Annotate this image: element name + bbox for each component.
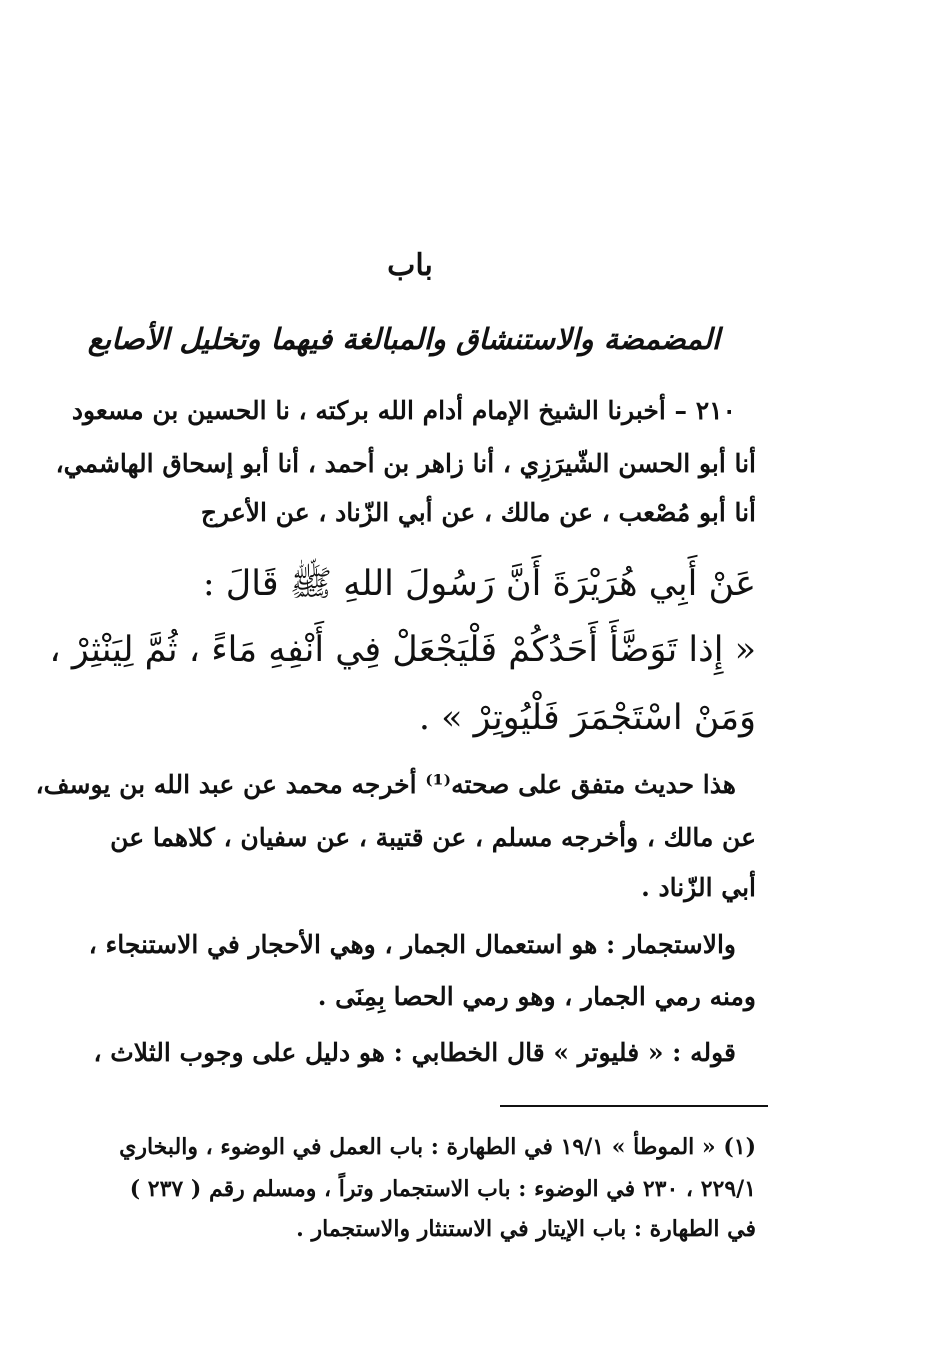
footnote-line-3: في الطهارة : باب الإيتار في الاستنثار والاستجمار . bbox=[296, 1216, 756, 1242]
commentary-line-4: والاستجمار : هو استعمال الجمار ، وهي الأحجار في الاستنجاء ، bbox=[88, 930, 736, 959]
hadith-line-3: وَمَنْ اسْتَجْمَرَ فَلْيُوتِرْ » . bbox=[418, 698, 756, 738]
chapter-heading: باب bbox=[387, 248, 433, 283]
chapter-title: المضمضة والاستنشاق والمبالغة فيهما وتخليل الأصابع bbox=[87, 322, 720, 356]
commentary-line-3: أبي الزّناد . bbox=[641, 873, 756, 902]
commentary-line-2: عن مالك ، وأخرجه مسلم ، عن قتيبة ، عن سفيان ، كلاهما عن bbox=[110, 823, 756, 852]
footnote-line-2: ٢٢٩/١ ، ٢٣٠ في الوضوء : باب الاستجمار وتراً ، ومسلم رقم ( ٢٣٧ ) bbox=[129, 1176, 756, 1202]
isnad-line-3: أنا أبو مُصْعب ، عن مالك ، عن أبي الزّناد ، عن الأعرج bbox=[200, 498, 756, 527]
hadith-line-1: عَنْ أَبِي هُرَيْرَةَ أَنَّ رَسُولَ اللهِ ﷺ قَالَ : bbox=[202, 564, 756, 604]
isnad-line-1: ٢١٠ – أخبرنا الشيخ الإمام أدام الله بركته ، نا الحسين بن مسعود bbox=[71, 396, 736, 425]
commentary-line-6: قوله : « فليوتر » قال الخطابي : هو دليل على وجوب الثلاث ، bbox=[93, 1038, 736, 1067]
footnote-line-1: (١) « الموطأ » ١٩/١ في الطهارة : باب العمل في الوضوء ، والبخاري bbox=[119, 1134, 756, 1160]
footnote-separator bbox=[500, 1105, 768, 1107]
commentary-line-5: ومنه رمي الجمار ، وهو رمي الحصا بِمِنَى . bbox=[317, 982, 756, 1011]
commentary-line-1: هذا حديث متفق على صحته⁽¹⁾ أخرجه محمد عن عبد الله بن يوسف، bbox=[35, 770, 736, 799]
isnad-line-2: أنا أبو الحسن الشّيرَزِي ، أنا زاهر بن أحمد ، أنا أبو إسحاق الهاشمي، bbox=[55, 449, 756, 478]
hadith-line-2: « إِذا تَوَضَّأَ أَحَدُكُمْ فَلْيَجْعَلْ فِي أَنْفِهِ مَاءً ، ثُمَّ لِيَنْثِرْ ، bbox=[49, 630, 756, 670]
